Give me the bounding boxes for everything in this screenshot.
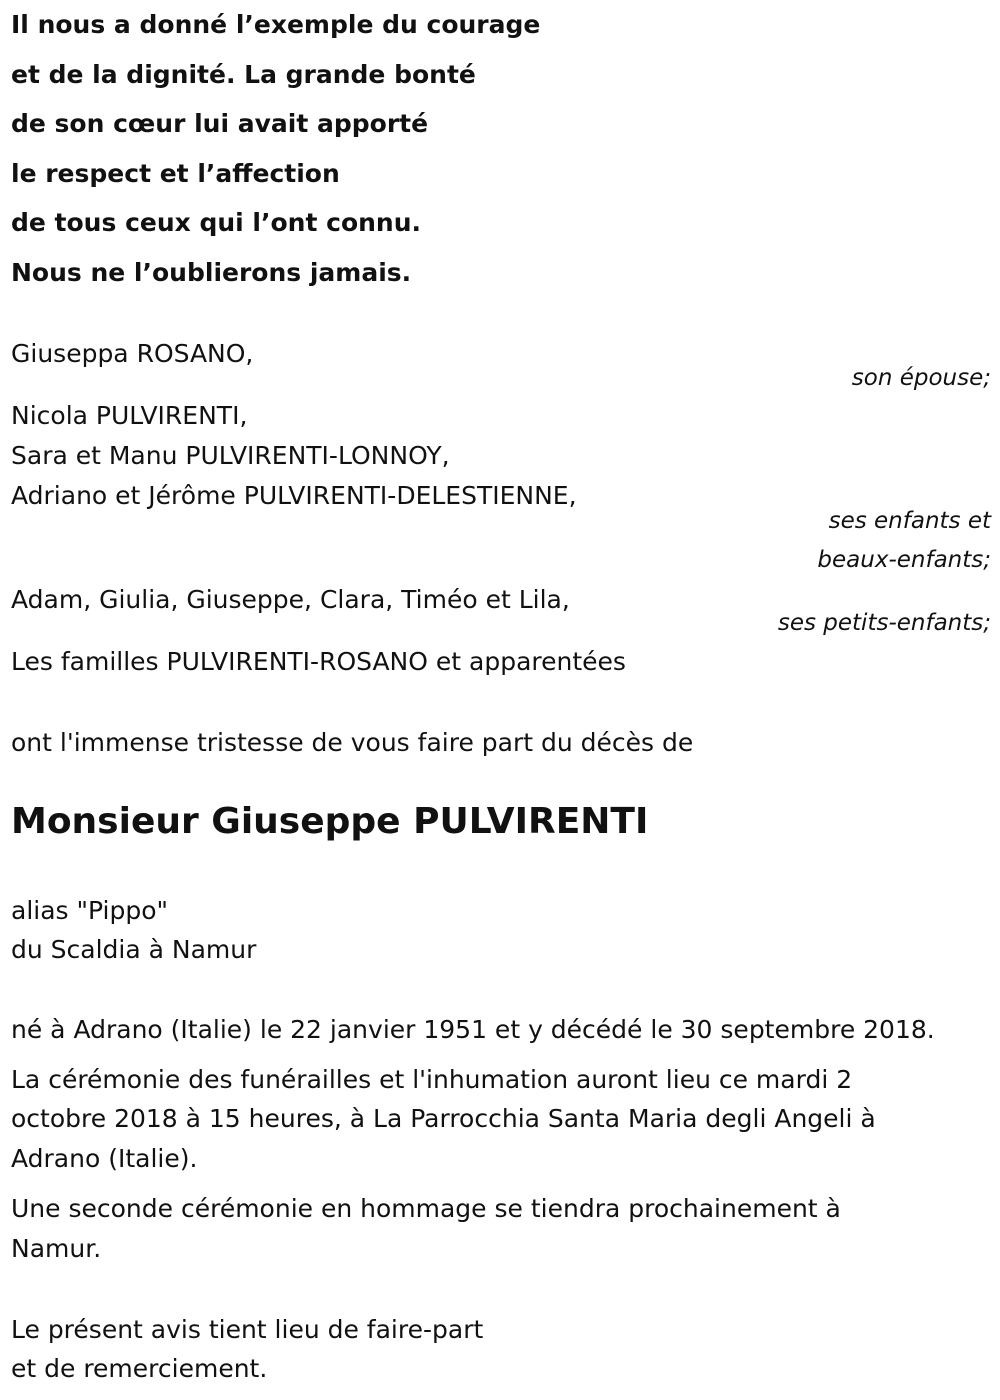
children-role: ses enfants et [828, 508, 991, 534]
child-name: Nicola PULVIRENTI, [11, 401, 248, 430]
poem-line: et de la dignité. La grande bonté [11, 60, 476, 89]
poem-line: le respect et l’affection [11, 159, 340, 188]
ceremony-line: Adrano (Italie). [11, 1144, 198, 1173]
families-line: Les familles PULVIRENTI-ROSANO et apparentées [11, 647, 626, 676]
closing-line: et de remerciement. [11, 1354, 268, 1383]
children-role: beaux-enfants; [817, 547, 991, 573]
announcement: ont l'immense tristesse de vous faire part du décès de [11, 728, 694, 757]
poem-line: de tous ceux qui l’ont connu. [11, 208, 422, 237]
deceased-origin: du Scaldia à Namur [11, 935, 257, 964]
deceased-name: Monsieur Giuseppe PULVIRENTI [11, 801, 649, 842]
ceremony-line: octobre 2018 à 15 heures, à La Parrocchia Santa Maria degli Angeli à [11, 1104, 876, 1133]
closing-line: Le présent avis tient lieu de faire-part [11, 1315, 484, 1344]
second-ceremony-line: Une seconde cérémonie en hommage se tiendra prochainement à [11, 1194, 841, 1223]
grandchildren-role: ses petits-enfants; [777, 610, 991, 636]
birth-death-line: né à Adrano (Italie) le 22 janvier 1951 et y décédé le 30 septembre 2018. [11, 1015, 935, 1044]
grandchildren-names: Adam, Giulia, Giuseppe, Clara, Timéo et Lila, [11, 585, 570, 614]
child-name: Sara et Manu PULVIRENTI-LONNOY, [11, 441, 450, 470]
ceremony-line: La cérémonie des funérailles et l'inhumation auront lieu ce mardi 2 [11, 1065, 853, 1094]
spouse-role: son épouse; [851, 365, 991, 391]
second-ceremony-line: Namur. [11, 1234, 102, 1263]
poem-line: Nous ne l’oublierons jamais. [11, 258, 412, 287]
deceased-alias: alias "Pippo" [11, 896, 169, 925]
child-name: Adriano et Jérôme PULVIRENTI-DELESTIENNE, [11, 481, 577, 510]
spouse-name: Giuseppa ROSANO, [11, 339, 254, 368]
poem-line: Il nous a donné l’exemple du courage [11, 10, 541, 39]
poem-line: de son cœur lui avait apporté [11, 109, 429, 138]
